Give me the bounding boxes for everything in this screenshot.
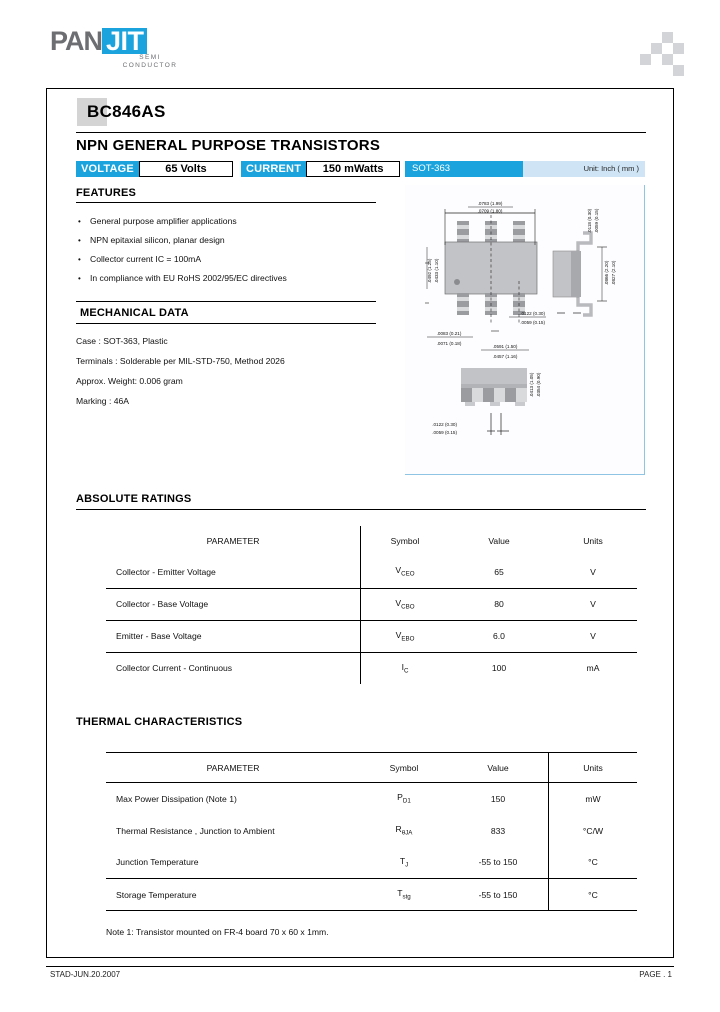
dim-side-lead-min: .0354 (0.90) — [536, 372, 541, 398]
symbol-subscript: θJA — [401, 829, 413, 837]
cell-units: V — [549, 556, 637, 588]
current-label: CURRENT — [241, 161, 306, 177]
cell-value: 80 — [449, 588, 549, 620]
list-item: • General purpose amplifier applications — [76, 212, 376, 231]
logo-subtitle-semi: SEMI — [139, 54, 161, 61]
deco-square — [673, 43, 684, 54]
cell-units: mA — [586, 663, 600, 674]
front-view — [432, 368, 527, 435]
dim-lead-pitch-max: .0591 (1.50) — [492, 344, 518, 349]
spec-badges — [76, 161, 408, 177]
deco-square — [640, 54, 651, 65]
symbol-subscript: stg — [402, 893, 411, 901]
symbol-main: R — [395, 824, 402, 835]
symbol-main: V — [395, 597, 402, 608]
symbol-subscript: D1 — [402, 798, 411, 806]
symbol-main: P — [397, 792, 403, 803]
deco-square — [651, 43, 662, 54]
features-section — [76, 187, 376, 288]
column-header-value: Value — [448, 753, 549, 783]
table-header-row — [106, 526, 637, 556]
logo-subtitle-conductor: CONDUCTOR — [122, 62, 178, 69]
decorative-squares — [640, 32, 688, 74]
logo-jit-text: JIT — [102, 28, 147, 54]
dim-pitch2-max: .0122 (0.30) — [432, 422, 457, 427]
footer-page-number: PAGE . 1 — [639, 970, 672, 979]
cell-value: 65 — [449, 556, 549, 588]
cell-parameter: Junction Temperature — [106, 847, 360, 879]
cell-units: V — [549, 588, 637, 620]
cell-value: 100 — [491, 663, 507, 674]
current-value: 150 mWatts — [306, 161, 400, 177]
deco-square — [662, 54, 673, 65]
voltage-label: VOLTAGE — [76, 161, 139, 177]
thermal-characteristics-title: THERMAL CHARACTERISTICS — [76, 716, 243, 728]
mechanical-data-section — [76, 301, 376, 411]
cell-value: -55 to 150 — [478, 889, 518, 900]
dim-pitch2-min: .0059 (0.15) — [432, 430, 457, 435]
cell-parameter: Collector - Base Voltage — [106, 588, 361, 620]
panjit-logo — [50, 28, 210, 80]
table-row — [106, 588, 637, 620]
absolute-ratings-table — [106, 526, 637, 684]
voltage-value: 65 Volts — [139, 161, 233, 177]
cell-symbol — [360, 815, 448, 847]
thermal-characteristics-section — [76, 716, 646, 911]
mechanical-divider-top — [76, 301, 376, 302]
column-header-symbol: Symbol — [390, 536, 420, 546]
symbol-subscript: C — [403, 667, 409, 675]
footnote: Note 1: Transistor mounted on FR-4 board 70 x 60 x 1mm. — [106, 927, 329, 937]
absolute-ratings-title: ABSOLUTE RATINGS — [76, 493, 192, 505]
symbol-subscript: EBO — [401, 635, 415, 643]
cell-symbol — [361, 620, 450, 652]
table-row — [106, 783, 637, 815]
dim-lead-width-max: .0083 (0.21) — [436, 331, 462, 336]
table-row — [106, 620, 637, 652]
symbol-main: V — [395, 629, 402, 640]
absolute-ratings-section — [76, 493, 646, 684]
symbol-main: T — [399, 855, 406, 866]
symbol-subscript: CEO — [401, 571, 415, 579]
dim-height-min: .0827 (2.10) — [611, 260, 616, 286]
dim-body-width-max: .0783 (1.99) — [477, 201, 503, 206]
column-header-value: Value — [488, 536, 510, 546]
mechanical-data-list — [76, 324, 376, 411]
top-band — [0, 0, 720, 88]
cell-units: °C — [549, 847, 638, 879]
cell-symbol — [360, 783, 448, 815]
dim-height-max: .0866 (2.20) — [604, 260, 609, 286]
table-row — [106, 652, 637, 684]
table-header-row — [106, 753, 637, 783]
logo-pan-text: PAN — [50, 26, 103, 56]
title-divider — [76, 132, 646, 133]
symbol-main: V — [395, 565, 402, 576]
dim-body-length-max: .0492 (1.25) — [427, 258, 432, 284]
deco-square — [673, 65, 684, 76]
thermal-characteristics-table — [106, 752, 637, 911]
package-outline-drawing — [405, 185, 645, 475]
part-number-block — [77, 98, 166, 128]
top-view — [425, 201, 537, 359]
symbol-subscript: J — [405, 861, 409, 869]
cell-parameter: Collector - Emitter Voltage — [106, 556, 361, 588]
list-item: Terminals : Solderable per MIL-STD-750, Method 2026 — [76, 356, 285, 366]
cell-units: V — [549, 620, 637, 652]
table-row — [106, 847, 637, 879]
cell-value: -55 to 150 — [448, 847, 549, 879]
absolute-ratings-divider — [76, 509, 646, 510]
cell-parameter: Thermal Resistance , Junction to Ambient — [116, 825, 275, 836]
package-banner — [405, 161, 645, 177]
dim-side-lead-max: .0413 (1.05) — [529, 372, 534, 398]
mechanical-data-title: MECHANICAL DATA — [80, 307, 189, 319]
dim-standoff-min: .0059 (0.15) — [594, 208, 599, 234]
logo-wordmark — [50, 28, 210, 54]
dim-foot-min: .0059 (0.15) — [520, 320, 545, 325]
cell-value: 6.0 — [449, 620, 549, 652]
package-drawing-svg — [405, 185, 645, 475]
footer-divider — [46, 966, 674, 967]
list-item: Marking : 46A — [76, 396, 130, 406]
dim-foot-max: .0122 (0.30) — [520, 311, 545, 316]
table-row — [106, 879, 637, 911]
column-header-units: Units — [583, 536, 603, 546]
column-header-units: Units — [549, 753, 638, 783]
list-item: • In compliance with EU RoHS 2002/95/EC directives — [76, 269, 376, 288]
cell-symbol — [361, 556, 450, 588]
column-header-parameter: PARAMETER — [106, 753, 360, 783]
cell-parameter: Emitter - Base Voltage — [106, 620, 361, 652]
cell-symbol — [361, 652, 450, 684]
cell-units: °C/W — [549, 815, 638, 847]
deco-square — [662, 32, 673, 43]
list-item: Case : SOT-363, Plastic — [76, 336, 168, 346]
cell-parameter: Collector Current - Continuous — [106, 652, 361, 684]
cell-units: mW — [549, 783, 638, 815]
dim-body-length-min: .0433 (1.10) — [434, 258, 439, 284]
cell-symbol — [360, 879, 448, 911]
cell-units: °C — [549, 879, 638, 911]
list-item: Approx. Weight: 0.006 gram — [76, 376, 183, 386]
cell-parameter: Storage Temperature — [116, 889, 197, 900]
cell-symbol — [360, 847, 448, 879]
dim-standoff-max: .0118 (0.30) — [587, 208, 592, 234]
dim-lead-pitch-min: .0457 (1.16) — [492, 354, 518, 359]
list-item: • NPN epitaxial silicon, planar design — [76, 231, 376, 250]
package-unit-note: Unit: Inch ( mm ) — [583, 164, 639, 173]
footer-revision: STAD-JUN.20.2007 — [50, 970, 121, 979]
part-number: BC846AS — [87, 102, 166, 121]
dim-body-width-min: .0709 (1.80) — [477, 208, 503, 214]
features-list — [76, 203, 376, 288]
column-header-parameter: PARAMETER — [106, 526, 361, 556]
column-header-symbol: Symbol — [360, 753, 448, 783]
cell-parameter: Max Power Dissipation (Note 1) — [116, 793, 237, 804]
list-item: • Collector current IC = 100mA — [76, 250, 376, 269]
cell-value: 150 — [490, 793, 506, 804]
package-name: SOT-363 — [405, 161, 523, 177]
symbol-main: I — [401, 661, 404, 672]
symbol-main: T — [397, 888, 403, 899]
page-title: NPN GENERAL PURPOSE TRANSISTORS — [76, 137, 381, 154]
table-row — [106, 815, 637, 847]
cell-value: 833 — [490, 825, 506, 836]
symbol-subscript: CBO — [401, 603, 415, 611]
dim-lead-width-min: .0071 (0.18) — [436, 341, 462, 346]
cell-symbol — [361, 588, 450, 620]
table-row — [106, 556, 637, 588]
page-frame — [46, 88, 674, 958]
features-title: FEATURES — [76, 187, 137, 199]
